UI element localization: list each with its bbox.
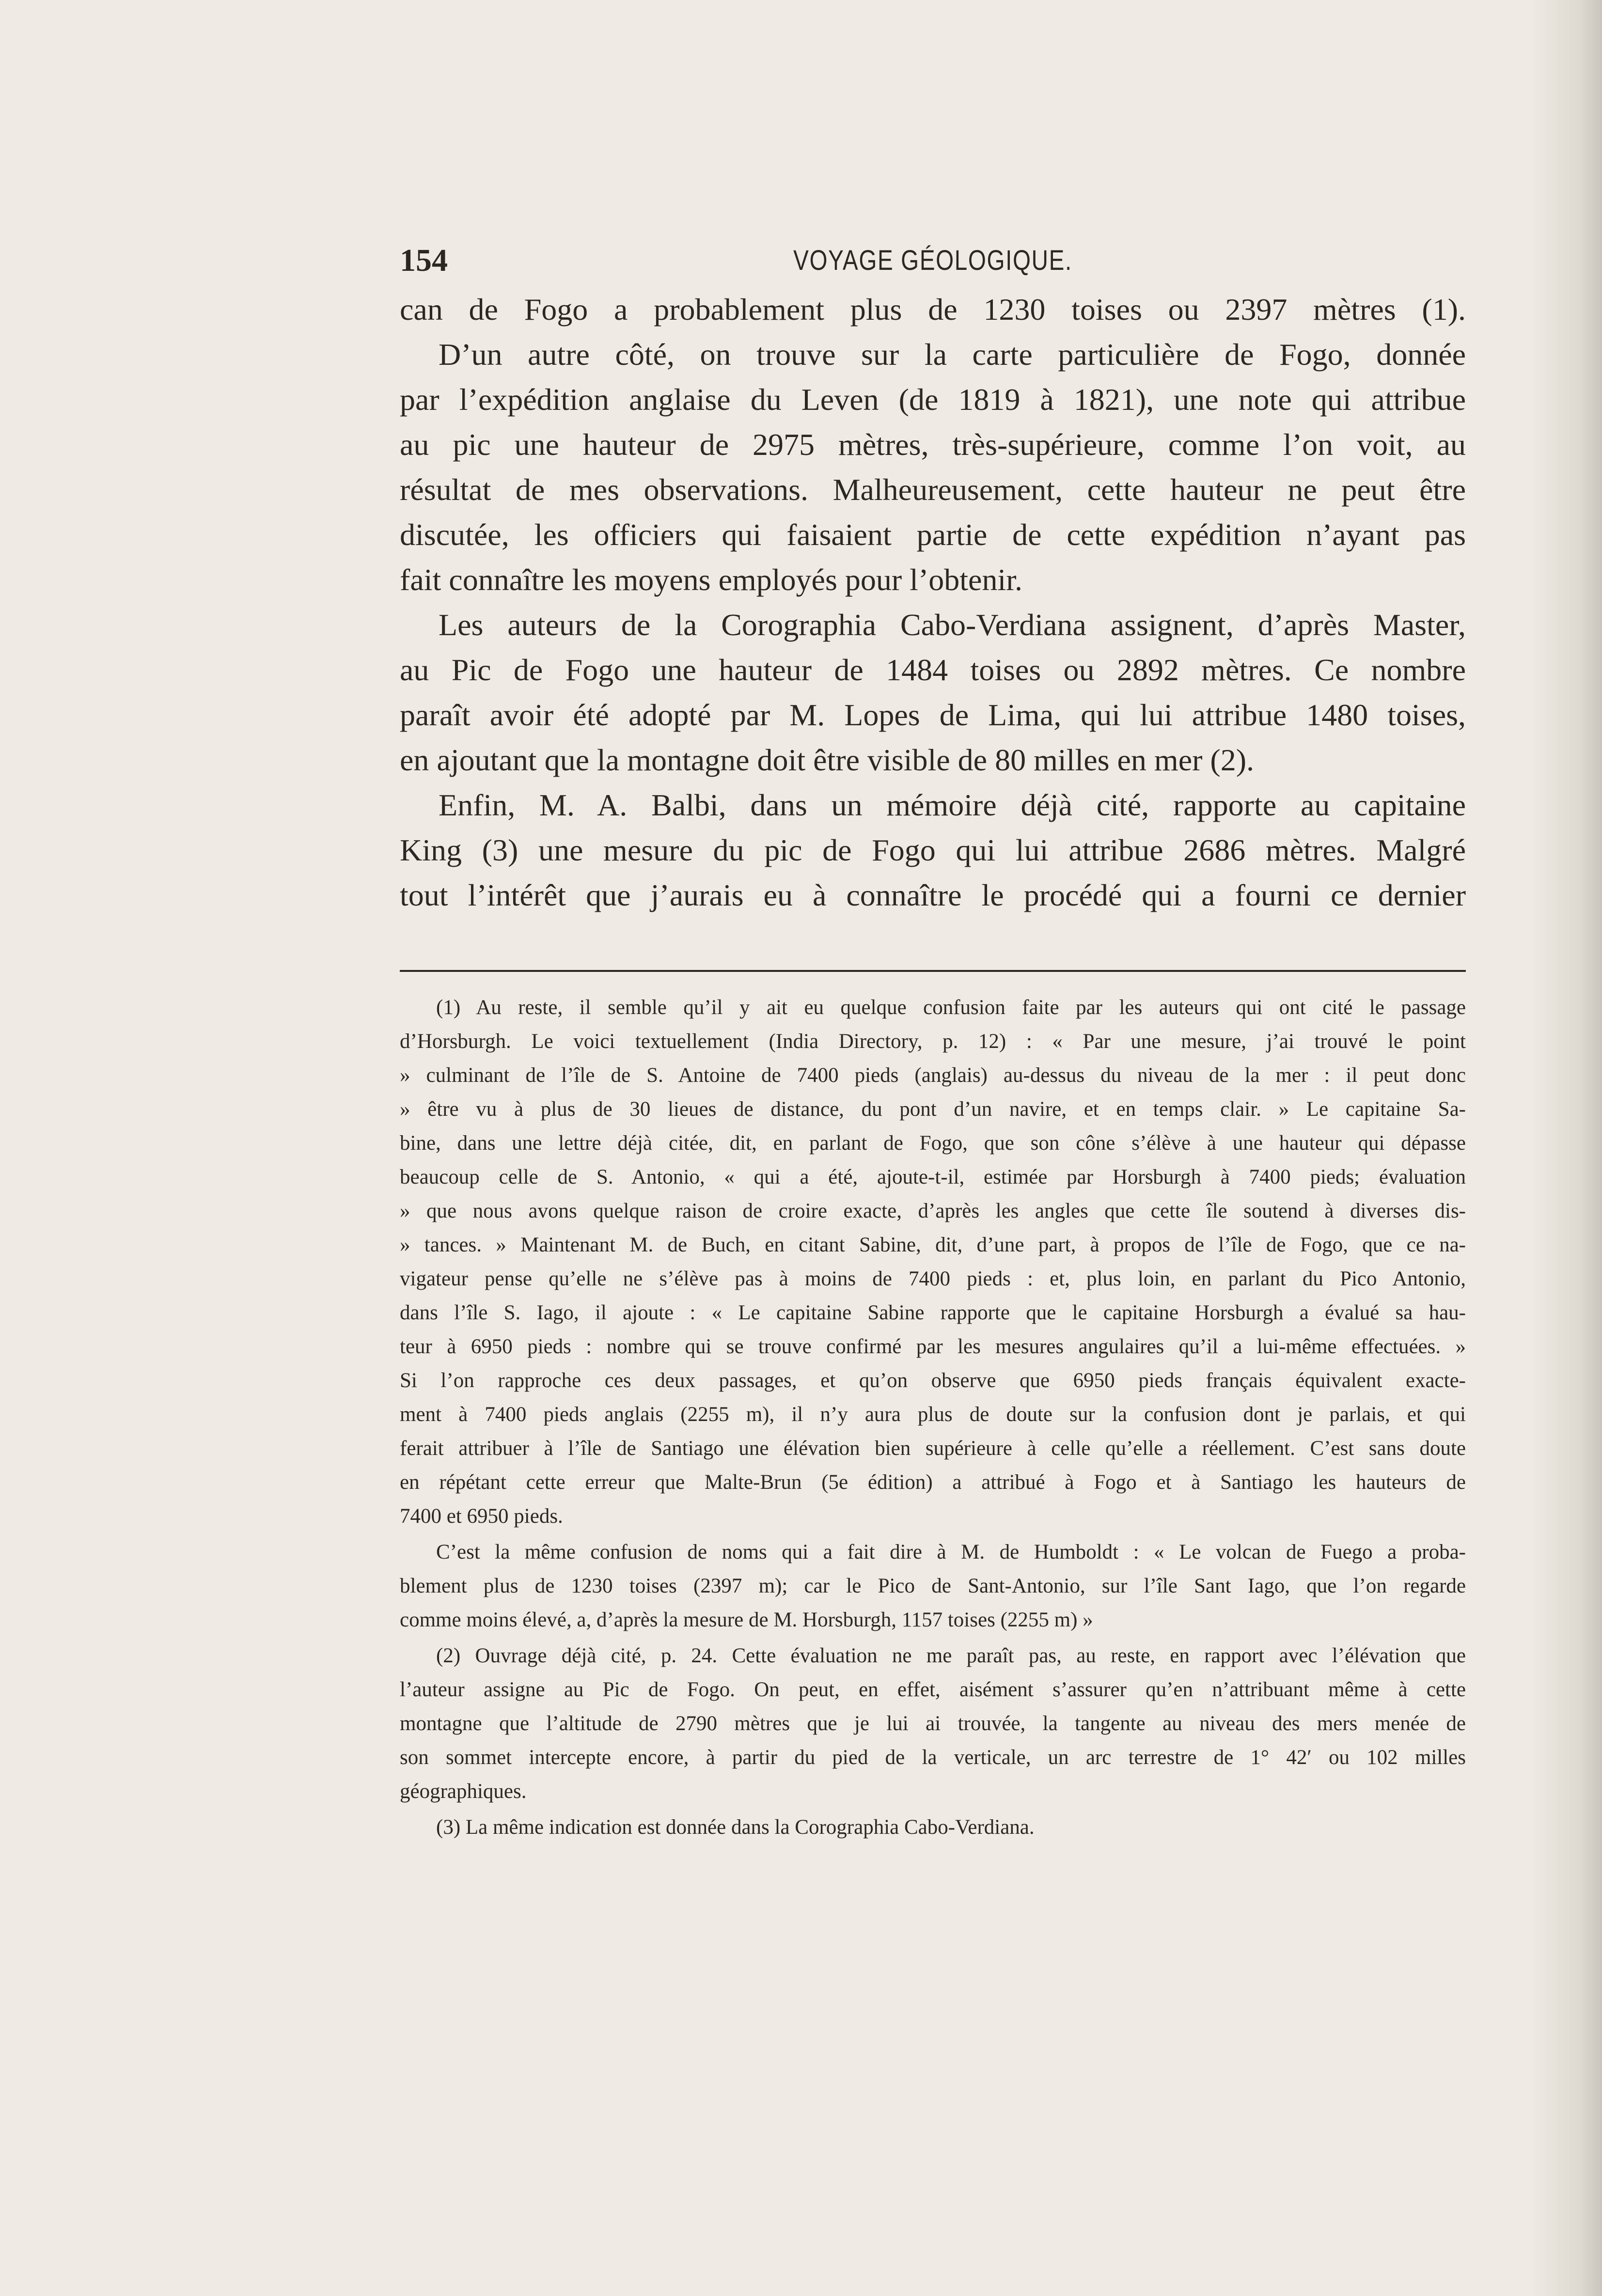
footnote-line: (3) La même indication est donnée dans la Corographia Cabo-Verdiana. (436, 1816, 1035, 1839)
footnote-line: en répétant cette erreur que Malte-Brun (5e édition) a attribué à Fogo et à Santiago les hauteurs de (400, 1471, 1466, 1494)
footnote-line: l’auteur assigne au Pic de Fogo. On peut, en effet, aisément s’assurer qu’en n’attribuant même à cette (400, 1678, 1466, 1701)
footnote-line: » tances. » Maintenant M. de Buch, en citant Sabine, dit, d’une part, à propos de l’île de Fogo, que ce na- (400, 1234, 1466, 1256)
footnotes (400, 991, 1466, 1844)
text-line: en ajoutant que la montagne doit être visible de 80 milles en mer (2). (400, 743, 1255, 777)
footnote-line: 7400 et 6950 pieds. (400, 1505, 563, 1528)
text-line: tout l’intérêt que j’aurais eu à connaître le procédé qui a fourni ce dernier (400, 878, 1466, 912)
footnote-line: C’est la même confusion de noms qui a fait dire à M. de Humboldt : « Le volcan de Fuego a proba- (436, 1541, 1466, 1563)
text-line: au Pic de Fogo une hauteur de 1484 toises ou 2892 mètres. Ce nombre (400, 653, 1466, 687)
footnote-separator-rule (400, 970, 1466, 972)
footnote-line: ment à 7400 pieds anglais (2255 m), il n’y aura plus de doute sur la confusion dont je parlais, et qui (400, 1403, 1466, 1426)
page-edge-shadow (1529, 0, 1602, 2296)
footnote-line: teur à 6950 pieds : nombre qui se trouve confirmé par les mesures angulaires qu’il a lui-même effectuées. » (400, 1335, 1466, 1358)
text-line: Les auteurs de la Corographia Cabo-Verdiana assignent, d’après Master, (439, 608, 1466, 642)
text-line: can de Fogo a probablement plus de 1230 toises ou 2397 mètres (1). (400, 292, 1466, 327)
page-header (400, 237, 1466, 283)
footnote-line: son sommet intercepte encore, à partir du pied de la verticale, un arc terrestre de 1° 42′ ou 102 milles (400, 1746, 1466, 1769)
text-line: paraît avoir été adopté par M. Lopes de Lima, qui lui attribue 1480 toises, (400, 698, 1466, 732)
footnote-line: montagne que l’altitude de 2790 mètres que je lui ai trouvée, la tangente au niveau des mers menée de (400, 1712, 1466, 1735)
footnote-line: comme moins élevé, a, d’après la mesure de M. Horsburgh, 1157 toises (2255 m) » (400, 1609, 1093, 1631)
text-line: D’un autre côté, on trouve sur la carte particulière de Fogo, donnée (439, 337, 1466, 372)
text-line: King (3) une mesure du pic de Fogo qui lui attribue 2686 mètres. Malgré (400, 833, 1466, 867)
footnote-line: blement plus de 1230 toises (2397 m); car le Pico de Sant-Antonio, sur l’île Sant Iago, que l’on regarde (400, 1575, 1466, 1597)
footnote-line: d’Horsburgh. Le voici textuellement (India Directory, p. 12) : « Par une mesure, j’ai trouvé le point (400, 1030, 1466, 1053)
footnote-line: (1) Au reste, il semble qu’il y ait eu quelque confusion faite par les auteurs qui ont cité le passage (436, 996, 1466, 1019)
footnote-line: (2) Ouvrage déjà cité, p. 24. Cette évaluation ne me paraît pas, au reste, en rapport avec l’élévation que (436, 1644, 1466, 1667)
footnote-line: » être vu à plus de 30 lieues de distance, du pont d’un navire, et en temps clair. » Le capitaine Sa- (400, 1098, 1466, 1121)
text-line: Enfin, M. A. Balbi, dans un mémoire déjà cité, rapporte au capitaine (439, 788, 1466, 822)
footnote-line: » culminant de l’île de S. Antoine de 7400 pieds (anglais) au-dessus du niveau de la mer : il peut donc (400, 1064, 1466, 1087)
footnote-line: ferait attribuer à l’île de Santiago une élévation bien supérieure à celle qu’elle a réellement. C’est sans doute (400, 1437, 1466, 1460)
footnote-line: vigateur pense qu’elle ne s’élève pas à moins de 7400 pieds : et, plus loin, en parlant du Pico Antonio, (400, 1267, 1466, 1290)
footnote-line: Si l’on rapproche ces deux passages, et qu’on observe que 6950 pieds français équivalent exacte- (400, 1369, 1466, 1392)
footnote-line: bine, dans une lettre déjà citée, dit, en parlant de Fogo, que son cône s’élève à une hauteur qui dépasse (400, 1132, 1466, 1155)
main-text (400, 287, 1466, 918)
text-line: au pic une hauteur de 2975 mètres, très-supérieure, comme l’on voit, au (400, 427, 1466, 462)
footnote-line: » que nous avons quelque raison de croire exacte, d’après les angles que cette île soutend à diverses dis- (400, 1200, 1466, 1222)
page-number: 154 (400, 243, 448, 278)
footnote-line: beaucoup celle de S. Antonio, « qui a été, ajoute-t-il, estimée par Horsburgh à 7400 pieds; évaluation (400, 1166, 1466, 1188)
footnote-line: géographiques. (400, 1780, 527, 1803)
text-line: fait connaître les moyens employés pour l’obtenir. (400, 562, 1022, 597)
text-line: résultat de mes observations. Malheureusement, cette hauteur ne peut être (400, 472, 1466, 507)
footnote-line: dans l’île S. Iago, il ajoute : « Le capitaine Sabine rapporte que le capitaine Horsburgh a évalué sa hau- (400, 1301, 1466, 1324)
text-line: discutée, les officiers qui faisaient partie de cette expédition n’ayant pas (400, 517, 1466, 552)
text-line: par l’expédition anglaise du Leven (de 1819 à 1821), une note qui attribue (400, 382, 1466, 417)
running-title: VOYAGE GÉOLOGIQUE. (793, 245, 1072, 276)
